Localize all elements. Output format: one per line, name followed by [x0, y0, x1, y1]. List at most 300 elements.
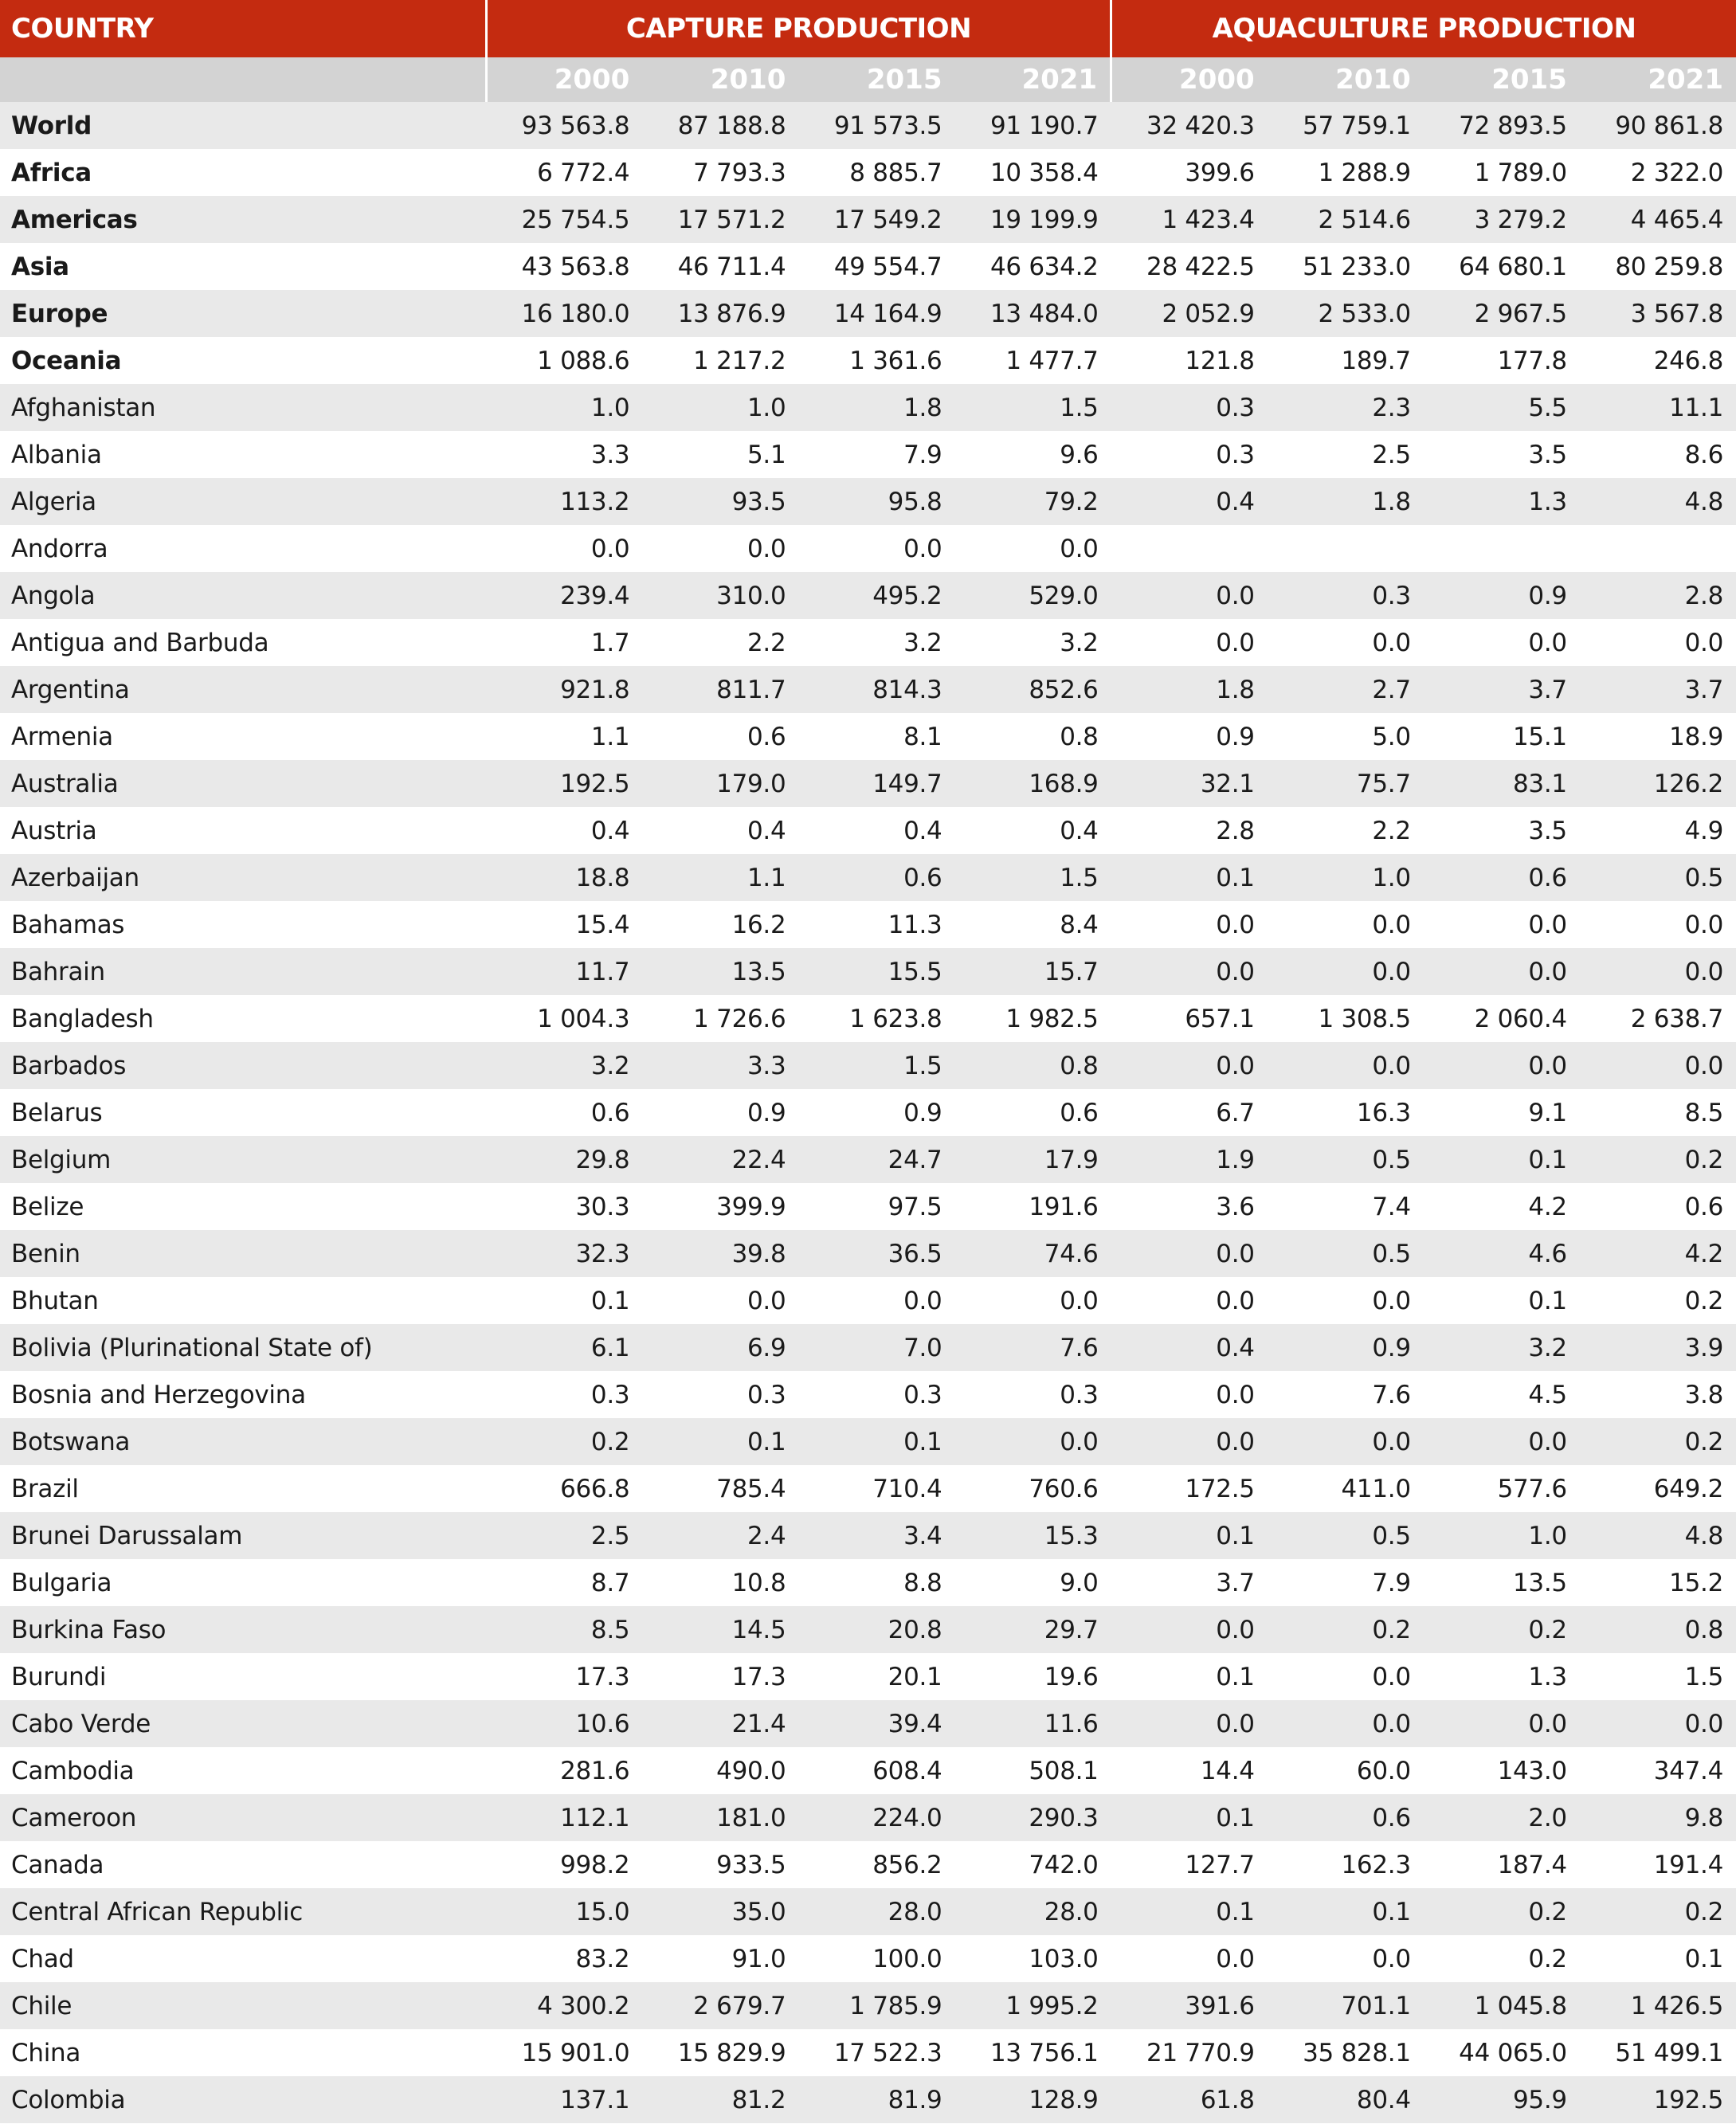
- table-row: [0, 1371, 1736, 1418]
- aquaculture-value-cell: 80.4: [1268, 2076, 1424, 2123]
- table-row: [0, 619, 1736, 666]
- country-cell: Cameroon: [0, 1794, 486, 1841]
- aquaculture-value-cell: 7.9: [1268, 1559, 1424, 1606]
- aquaculture-value-cell: 0.1: [1424, 1136, 1580, 1183]
- table-row: [0, 1230, 1736, 1277]
- table-row: [0, 1559, 1736, 1606]
- capture-value-cell: 2 679.7: [642, 1982, 798, 2029]
- capture-value-cell: 25 754.5: [486, 196, 642, 243]
- aquaculture-value-cell: 0.2: [1424, 1935, 1580, 1982]
- aquaculture-value-cell: 3.6: [1111, 1183, 1268, 1230]
- aquaculture-value-cell: 143.0: [1424, 1747, 1580, 1794]
- aquaculture-value-cell: 2 967.5: [1424, 290, 1580, 337]
- capture-value-cell: 11.7: [486, 948, 642, 995]
- aquaculture-value-cell: 0.2: [1580, 1418, 1736, 1465]
- country-cell: Americas: [0, 196, 486, 243]
- country-cell: Argentina: [0, 666, 486, 713]
- aquaculture-value-cell: 4.8: [1580, 1512, 1736, 1559]
- aquaculture-value-cell: 347.4: [1580, 1747, 1736, 1794]
- capture-value-cell: 100.0: [798, 1935, 954, 1982]
- table-row: [0, 1653, 1736, 1700]
- aquaculture-value-cell: 32 420.3: [1111, 102, 1268, 149]
- aquaculture-value-cell: 187.4: [1424, 1841, 1580, 1888]
- capture-value-cell: 2.2: [642, 619, 798, 666]
- table-row: [0, 290, 1736, 337]
- table-row: [0, 1606, 1736, 1653]
- capture-value-cell: 19.6: [954, 1653, 1111, 1700]
- capture-value-cell: 0.9: [798, 1089, 954, 1136]
- aquaculture-value-cell: 0.1: [1111, 1794, 1268, 1841]
- aquaculture-value-cell: 0.1: [1424, 1277, 1580, 1324]
- capture-value-cell: 15 901.0: [486, 2029, 642, 2076]
- aquaculture-value-cell: 0.1: [1111, 1512, 1268, 1559]
- capture-value-cell: 224.0: [798, 1794, 954, 1841]
- capture-value-cell: 0.0: [642, 1277, 798, 1324]
- capture-value-cell: 2.5: [486, 1512, 642, 1559]
- aquaculture-value-cell: 0.2: [1580, 1136, 1736, 1183]
- aquaculture-value-cell: 1 045.8: [1424, 1982, 1580, 2029]
- aquaculture-value-cell: 2.5: [1268, 431, 1424, 478]
- aquaculture-value-cell: 246.8: [1580, 337, 1736, 384]
- country-cell: Barbados: [0, 1042, 486, 1089]
- capture-value-cell: 13 484.0: [954, 290, 1111, 337]
- aquaculture-value-cell: 3 279.2: [1424, 196, 1580, 243]
- aquaculture-value-cell: 2.8: [1580, 572, 1736, 619]
- aquaculture-value-cell: 0.0: [1111, 901, 1268, 948]
- capture-value-cell: 24.7: [798, 1136, 954, 1183]
- aquaculture-value-cell: [1268, 525, 1424, 572]
- aquaculture-value-cell: 4.5: [1424, 1371, 1580, 1418]
- country-cell: Colombia: [0, 2076, 486, 2123]
- capture-value-cell: 39.4: [798, 1700, 954, 1747]
- aquaculture-value-cell: 0.0: [1268, 901, 1424, 948]
- table-row: [0, 995, 1736, 1042]
- capture-value-cell: 20.8: [798, 1606, 954, 1653]
- capture-value-cell: 1 982.5: [954, 995, 1111, 1042]
- capture-value-cell: 290.3: [954, 1794, 1111, 1841]
- year-header: 2015: [1424, 57, 1580, 102]
- capture-value-cell: 168.9: [954, 760, 1111, 807]
- table-row: [0, 243, 1736, 290]
- aquaculture-value-cell: 0.0: [1580, 1042, 1736, 1089]
- country-cell: Bahrain: [0, 948, 486, 995]
- capture-value-cell: 1.7: [486, 619, 642, 666]
- aquaculture-value-cell: 8.6: [1580, 431, 1736, 478]
- year-header: 2000: [1111, 57, 1268, 102]
- capture-value-cell: 0.6: [954, 1089, 1111, 1136]
- country-cell: Cambodia: [0, 1747, 486, 1794]
- aquaculture-value-cell: 1.0: [1424, 1512, 1580, 1559]
- country-cell: Botswana: [0, 1418, 486, 1465]
- table-row: [0, 1465, 1736, 1512]
- aquaculture-value-cell: 0.2: [1268, 1606, 1424, 1653]
- aquaculture-value-cell: 28 422.5: [1111, 243, 1268, 290]
- aquaculture-value-cell: 0.0: [1580, 901, 1736, 948]
- table-row: [0, 1512, 1736, 1559]
- country-cell: Australia: [0, 760, 486, 807]
- capture-value-cell: 1.8: [798, 384, 954, 431]
- capture-value-cell: 36.5: [798, 1230, 954, 1277]
- capture-value-cell: 0.6: [486, 1089, 642, 1136]
- aquaculture-value-cell: 7.6: [1268, 1371, 1424, 1418]
- aquaculture-value-cell: 1 308.5: [1268, 995, 1424, 1042]
- table-row: [0, 1418, 1736, 1465]
- capture-value-cell: 93.5: [642, 478, 798, 525]
- capture-value-cell: 0.0: [954, 1418, 1111, 1465]
- country-cell: Albania: [0, 431, 486, 478]
- capture-value-cell: 8.5: [486, 1606, 642, 1653]
- capture-value-cell: 742.0: [954, 1841, 1111, 1888]
- aquaculture-value-cell: 0.0: [1111, 1700, 1268, 1747]
- capture-value-cell: 490.0: [642, 1747, 798, 1794]
- capture-value-cell: 11.3: [798, 901, 954, 948]
- capture-value-cell: 921.8: [486, 666, 642, 713]
- capture-value-cell: 81.2: [642, 2076, 798, 2123]
- capture-value-cell: 8.7: [486, 1559, 642, 1606]
- capture-value-cell: 310.0: [642, 572, 798, 619]
- aquaculture-value-cell: 0.5: [1580, 854, 1736, 901]
- capture-value-cell: 95.8: [798, 478, 954, 525]
- aquaculture-value-cell: 5.5: [1424, 384, 1580, 431]
- aquaculture-value-cell: 0.0: [1580, 1700, 1736, 1747]
- aquaculture-value-cell: 0.1: [1268, 1888, 1424, 1935]
- capture-value-cell: 17 571.2: [642, 196, 798, 243]
- capture-value-cell: 7.9: [798, 431, 954, 478]
- table-row: [0, 1888, 1736, 1935]
- aquaculture-value-cell: 0.2: [1580, 1888, 1736, 1935]
- header-year-row: [0, 57, 1736, 102]
- aquaculture-value-cell: 95.9: [1424, 2076, 1580, 2123]
- capture-value-cell: 30.3: [486, 1183, 642, 1230]
- capture-value-cell: 15.4: [486, 901, 642, 948]
- aquaculture-value-cell: 0.0: [1424, 1418, 1580, 1465]
- country-cell: Brunei Darussalam: [0, 1512, 486, 1559]
- table-row: [0, 572, 1736, 619]
- table-row: [0, 1982, 1736, 2029]
- aquaculture-value-cell: 657.1: [1111, 995, 1268, 1042]
- aquaculture-value-cell: 0.2: [1424, 1888, 1580, 1935]
- capture-value-cell: 1.1: [642, 854, 798, 901]
- capture-value-cell: 666.8: [486, 1465, 642, 1512]
- country-cell: Afghanistan: [0, 384, 486, 431]
- capture-value-cell: 20.1: [798, 1653, 954, 1700]
- table-row: [0, 1277, 1736, 1324]
- capture-value-cell: 91 190.7: [954, 102, 1111, 149]
- capture-value-cell: 0.4: [642, 807, 798, 854]
- aquaculture-value-cell: [1111, 525, 1268, 572]
- aquaculture-value-cell: 162.3: [1268, 1841, 1424, 1888]
- capture-value-cell: 0.9: [642, 1089, 798, 1136]
- year-header: 2021: [1580, 57, 1736, 102]
- country-cell: Bahamas: [0, 901, 486, 948]
- capture-value-cell: 19 199.9: [954, 196, 1111, 243]
- aquaculture-value-cell: 0.0: [1111, 948, 1268, 995]
- aquaculture-value-cell: 1.8: [1268, 478, 1424, 525]
- aquaculture-value-cell: 4.6: [1424, 1230, 1580, 1277]
- capture-value-cell: 281.6: [486, 1747, 642, 1794]
- country-cell: Bulgaria: [0, 1559, 486, 1606]
- aquaculture-value-cell: 3.8: [1580, 1371, 1736, 1418]
- table-header: [0, 0, 1736, 102]
- capture-value-cell: 6.1: [486, 1324, 642, 1371]
- aquaculture-value-cell: 51 499.1: [1580, 2029, 1736, 2076]
- capture-value-cell: 91 573.5: [798, 102, 954, 149]
- capture-value-cell: 1.5: [954, 384, 1111, 431]
- aquaculture-value-cell: 14.4: [1111, 1747, 1268, 1794]
- table-row: [0, 384, 1736, 431]
- aquaculture-value-cell: 0.4: [1111, 478, 1268, 525]
- aquaculture-value-cell: 3.7: [1580, 666, 1736, 713]
- capture-value-cell: 8.4: [954, 901, 1111, 948]
- capture-value-cell: 43 563.8: [486, 243, 642, 290]
- aquaculture-value-cell: 51 233.0: [1268, 243, 1424, 290]
- aquaculture-value-cell: 0.9: [1424, 572, 1580, 619]
- aquaculture-value-cell: 0.5: [1268, 1230, 1424, 1277]
- aquaculture-value-cell: 127.7: [1111, 1841, 1268, 1888]
- aquaculture-value-cell: 0.0: [1580, 948, 1736, 995]
- table-row: [0, 2029, 1736, 2076]
- capture-value-cell: 22.4: [642, 1136, 798, 1183]
- aquaculture-value-cell: 0.0: [1268, 1935, 1424, 1982]
- table-row: [0, 1747, 1736, 1794]
- aquaculture-value-cell: 121.8: [1111, 337, 1268, 384]
- aquaculture-value-cell: 0.0: [1268, 1418, 1424, 1465]
- capture-value-cell: 97.5: [798, 1183, 954, 1230]
- table-row: [0, 1700, 1736, 1747]
- capture-value-cell: 32.3: [486, 1230, 642, 1277]
- aquaculture-value-cell: 15.2: [1580, 1559, 1736, 1606]
- capture-value-cell: 710.4: [798, 1465, 954, 1512]
- country-year-blank: [0, 57, 486, 102]
- aquaculture-value-cell: 18.9: [1580, 713, 1736, 760]
- aquaculture-value-cell: 0.0: [1424, 1042, 1580, 1089]
- country-cell: Africa: [0, 149, 486, 196]
- capture-value-cell: 1 623.8: [798, 995, 954, 1042]
- capture-value-cell: 1.5: [798, 1042, 954, 1089]
- capture-value-cell: 760.6: [954, 1465, 1111, 1512]
- capture-value-cell: 192.5: [486, 760, 642, 807]
- aquaculture-value-cell: 0.6: [1580, 1183, 1736, 1230]
- aquaculture-value-cell: 13.5: [1424, 1559, 1580, 1606]
- capture-value-cell: 16.2: [642, 901, 798, 948]
- capture-value-cell: 0.6: [642, 713, 798, 760]
- capture-production-header: CAPTURE PRODUCTION: [486, 0, 1111, 57]
- table-row: [0, 760, 1736, 807]
- aquaculture-value-cell: 2 514.6: [1268, 196, 1424, 243]
- aquaculture-value-cell: 32.1: [1111, 760, 1268, 807]
- aquaculture-value-cell: 0.3: [1111, 431, 1268, 478]
- aquaculture-value-cell: 3.5: [1424, 431, 1580, 478]
- capture-value-cell: 3.2: [798, 619, 954, 666]
- capture-value-cell: 0.3: [954, 1371, 1111, 1418]
- capture-value-cell: 1 004.3: [486, 995, 642, 1042]
- capture-value-cell: 529.0: [954, 572, 1111, 619]
- aquaculture-value-cell: 0.4: [1111, 1324, 1268, 1371]
- capture-value-cell: 11.6: [954, 1700, 1111, 1747]
- capture-value-cell: 28.0: [954, 1888, 1111, 1935]
- table-row: [0, 948, 1736, 995]
- country-cell: Benin: [0, 1230, 486, 1277]
- capture-value-cell: 852.6: [954, 666, 1111, 713]
- capture-value-cell: 3.4: [798, 1512, 954, 1559]
- aquaculture-value-cell: 3.2: [1424, 1324, 1580, 1371]
- aquaculture-value-cell: 80 259.8: [1580, 243, 1736, 290]
- capture-value-cell: 608.4: [798, 1747, 954, 1794]
- year-header: 2021: [954, 57, 1111, 102]
- capture-value-cell: 46 634.2: [954, 243, 1111, 290]
- capture-value-cell: 14.5: [642, 1606, 798, 1653]
- aquaculture-value-cell: 0.5: [1268, 1512, 1424, 1559]
- year-header: 2010: [642, 57, 798, 102]
- table-row: [0, 1324, 1736, 1371]
- aquaculture-value-cell: 0.2: [1580, 1277, 1736, 1324]
- capture-value-cell: 2.4: [642, 1512, 798, 1559]
- aquaculture-value-cell: 649.2: [1580, 1465, 1736, 1512]
- aquaculture-value-cell: 0.0: [1268, 1042, 1424, 1089]
- aquaculture-value-cell: 0.5: [1268, 1136, 1424, 1183]
- aquaculture-value-cell: 57 759.1: [1268, 102, 1424, 149]
- capture-value-cell: 191.6: [954, 1183, 1111, 1230]
- capture-value-cell: 112.1: [486, 1794, 642, 1841]
- table-row: [0, 2076, 1736, 2123]
- capture-value-cell: 0.3: [642, 1371, 798, 1418]
- aquaculture-value-cell: 1 288.9: [1268, 149, 1424, 196]
- capture-value-cell: 3.3: [486, 431, 642, 478]
- aquaculture-value-cell: 21 770.9: [1111, 2029, 1268, 2076]
- capture-value-cell: 0.0: [798, 1277, 954, 1324]
- capture-value-cell: 1 088.6: [486, 337, 642, 384]
- aquaculture-value-cell: 399.6: [1111, 149, 1268, 196]
- aquaculture-value-cell: 0.0: [1111, 1935, 1268, 1982]
- year-header: 2010: [1268, 57, 1424, 102]
- table-row: [0, 337, 1736, 384]
- capture-value-cell: 0.1: [486, 1277, 642, 1324]
- capture-value-cell: 18.8: [486, 854, 642, 901]
- aquaculture-value-cell: 189.7: [1268, 337, 1424, 384]
- aquaculture-production-header: AQUACULTURE PRODUCTION: [1111, 0, 1736, 57]
- aquaculture-value-cell: 0.0: [1424, 901, 1580, 948]
- aquaculture-value-cell: 1.8: [1111, 666, 1268, 713]
- aquaculture-value-cell: 1.5: [1580, 1653, 1736, 1700]
- aquaculture-value-cell: [1580, 525, 1736, 572]
- table-row: [0, 854, 1736, 901]
- capture-value-cell: 5.1: [642, 431, 798, 478]
- aquaculture-value-cell: 0.1: [1580, 1935, 1736, 1982]
- capture-value-cell: 17.3: [642, 1653, 798, 1700]
- aquaculture-value-cell: 0.0: [1111, 1277, 1268, 1324]
- capture-value-cell: 83.2: [486, 1935, 642, 1982]
- aquaculture-value-cell: 0.3: [1268, 572, 1424, 619]
- country-cell: Bolivia (Plurinational State of): [0, 1324, 486, 1371]
- aquaculture-value-cell: 6.7: [1111, 1089, 1268, 1136]
- country-cell: Armenia: [0, 713, 486, 760]
- aquaculture-value-cell: 1 789.0: [1424, 149, 1580, 196]
- country-cell: Antigua and Barbuda: [0, 619, 486, 666]
- aquaculture-value-cell: 1.3: [1424, 1653, 1580, 1700]
- capture-value-cell: 4 300.2: [486, 1982, 642, 2029]
- country-cell: Chile: [0, 1982, 486, 2029]
- capture-value-cell: 1.1: [486, 713, 642, 760]
- aquaculture-value-cell: 7.4: [1268, 1183, 1424, 1230]
- capture-value-cell: 81.9: [798, 2076, 954, 2123]
- capture-value-cell: 933.5: [642, 1841, 798, 1888]
- country-cell: Belarus: [0, 1089, 486, 1136]
- capture-value-cell: 149.7: [798, 760, 954, 807]
- capture-value-cell: 13.5: [642, 948, 798, 995]
- aquaculture-value-cell: [1424, 525, 1580, 572]
- capture-value-cell: 29.8: [486, 1136, 642, 1183]
- capture-value-cell: 28.0: [798, 1888, 954, 1935]
- capture-value-cell: 239.4: [486, 572, 642, 619]
- country-cell: Canada: [0, 1841, 486, 1888]
- aquaculture-value-cell: 9.1: [1424, 1089, 1580, 1136]
- country-header: COUNTRY: [0, 0, 486, 57]
- country-cell: Belize: [0, 1183, 486, 1230]
- aquaculture-value-cell: 192.5: [1580, 2076, 1736, 2123]
- aquaculture-value-cell: 0.0: [1268, 1653, 1424, 1700]
- capture-value-cell: 10.6: [486, 1700, 642, 1747]
- capture-value-cell: 91.0: [642, 1935, 798, 1982]
- capture-value-cell: 814.3: [798, 666, 954, 713]
- table-row: [0, 1136, 1736, 1183]
- capture-value-cell: 1.5: [954, 854, 1111, 901]
- aquaculture-value-cell: 0.0: [1268, 619, 1424, 666]
- table-row: [0, 1089, 1736, 1136]
- capture-value-cell: 137.1: [486, 2076, 642, 2123]
- aquaculture-value-cell: 701.1: [1268, 1982, 1424, 2029]
- aquaculture-value-cell: 4.2: [1424, 1183, 1580, 1230]
- aquaculture-value-cell: 2.2: [1268, 807, 1424, 854]
- aquaculture-value-cell: 0.0: [1111, 1606, 1268, 1653]
- capture-value-cell: 6 772.4: [486, 149, 642, 196]
- capture-value-cell: 0.1: [798, 1418, 954, 1465]
- aquaculture-value-cell: 1.9: [1111, 1136, 1268, 1183]
- capture-value-cell: 3.3: [642, 1042, 798, 1089]
- country-cell: Chad: [0, 1935, 486, 1982]
- aquaculture-value-cell: 0.0: [1424, 948, 1580, 995]
- capture-value-cell: 0.1: [642, 1418, 798, 1465]
- country-cell: Bangladesh: [0, 995, 486, 1042]
- table-row: [0, 102, 1736, 149]
- capture-value-cell: 8.8: [798, 1559, 954, 1606]
- capture-value-cell: 10 358.4: [954, 149, 1111, 196]
- aquaculture-value-cell: 2 638.7: [1580, 995, 1736, 1042]
- capture-value-cell: 35.0: [642, 1888, 798, 1935]
- aquaculture-value-cell: 0.6: [1268, 1794, 1424, 1841]
- table-row: [0, 666, 1736, 713]
- aquaculture-value-cell: 0.3: [1111, 384, 1268, 431]
- aquaculture-value-cell: 577.6: [1424, 1465, 1580, 1512]
- aquaculture-value-cell: 4.2: [1580, 1230, 1736, 1277]
- capture-value-cell: 811.7: [642, 666, 798, 713]
- aquaculture-value-cell: 1.0: [1268, 854, 1424, 901]
- country-cell: Bhutan: [0, 1277, 486, 1324]
- capture-value-cell: 16 180.0: [486, 290, 642, 337]
- capture-value-cell: 495.2: [798, 572, 954, 619]
- aquaculture-value-cell: 0.0: [1268, 948, 1424, 995]
- country-cell: Oceania: [0, 337, 486, 384]
- country-cell: Brazil: [0, 1465, 486, 1512]
- capture-value-cell: 0.0: [954, 1277, 1111, 1324]
- aquaculture-value-cell: 3.7: [1111, 1559, 1268, 1606]
- aquaculture-value-cell: 3.5: [1424, 807, 1580, 854]
- country-cell: Austria: [0, 807, 486, 854]
- capture-value-cell: 3.2: [954, 619, 1111, 666]
- capture-value-cell: 17 522.3: [798, 2029, 954, 2076]
- table-row: [0, 478, 1736, 525]
- country-cell: Bosnia and Herzegovina: [0, 1371, 486, 1418]
- capture-value-cell: 856.2: [798, 1841, 954, 1888]
